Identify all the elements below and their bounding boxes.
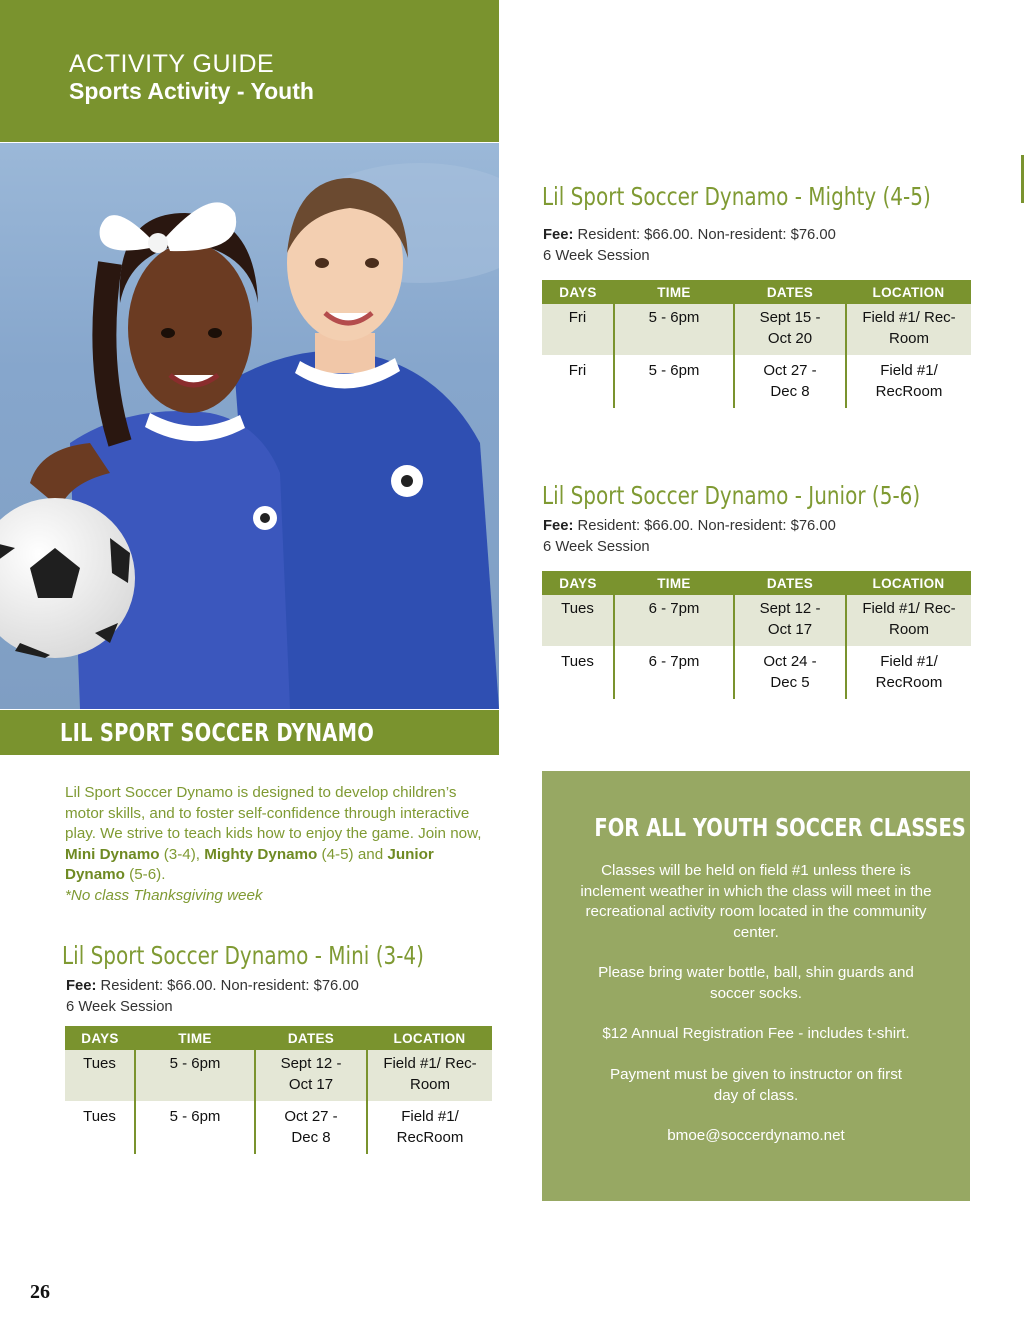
schedule-table-mighty — [542, 280, 971, 408]
session-length: 6 Week Session — [66, 998, 173, 1015]
dates-start: Oct 27 - — [284, 1108, 338, 1125]
table-row — [542, 647, 971, 699]
dates-start: Sept 12 - — [759, 600, 821, 617]
cell-time: 6 - 7pm — [614, 595, 734, 647]
location-line-1: Field #1/ — [880, 362, 938, 379]
dates-start: Oct 24 - — [763, 653, 817, 670]
cell-location — [846, 356, 971, 408]
cell-location — [367, 1102, 492, 1154]
cell-days: Tues — [65, 1050, 135, 1102]
header-days: DAYS — [542, 280, 614, 304]
fee-label: Fee: — [543, 518, 574, 534]
header-kicker: ACTIVITY GUIDE — [69, 50, 275, 78]
dates-end: Dec 8 — [291, 1128, 331, 1146]
cell-location — [367, 1050, 492, 1102]
location-line-1: Field #1/ Rec- — [383, 1055, 477, 1072]
fee-junior — [543, 516, 836, 557]
dates-end: Oct 20 — [767, 329, 813, 347]
header-days: DAYS — [65, 1026, 135, 1050]
session-length: 6 Week Session — [543, 538, 650, 555]
cell-time: 6 - 7pm — [614, 647, 734, 699]
intro-text: Lil Sport Soccer Dynamo is designed to develop children’s motor skills, and to foster self-confidence through interactive play. We strive to teach kids how to enjoy the game. Join now, — [65, 784, 482, 842]
table-header-row — [542, 571, 971, 595]
dates-end: Oct 17 — [767, 620, 813, 638]
info-title-text: FOR ALL YOUTH SOCCER CLASSES — [594, 813, 966, 842]
table-row — [65, 1050, 492, 1102]
page-number: 26 — [30, 1281, 50, 1303]
intro-note: *No class Thanksgiving week — [65, 886, 263, 904]
header-location: LOCATION — [846, 571, 971, 595]
session-length: 6 Week Session — [543, 247, 650, 264]
dates-start: Sept 15 - — [759, 309, 821, 326]
header-title: Sports Activity - Youth — [69, 78, 314, 104]
dates-end: Dec 8 — [770, 382, 810, 400]
cell-days: Fri — [542, 304, 614, 356]
header-dates: DATES — [255, 1026, 367, 1050]
location-line-2: RecRoom — [396, 1128, 464, 1146]
cell-location — [846, 595, 971, 647]
fee-label: Fee: — [543, 227, 574, 243]
header-time: TIME — [135, 1026, 255, 1050]
header-dates: DATES — [734, 571, 846, 595]
cell-dates — [255, 1102, 367, 1154]
cell-time: 5 - 6pm — [614, 356, 734, 408]
table-header-row — [542, 280, 971, 304]
cell-days: Tues — [542, 595, 614, 647]
table-header-row — [65, 1026, 492, 1050]
table-row — [542, 304, 971, 356]
intro-mighty-age: (4-5) and — [317, 845, 388, 863]
fee-text: Resident: $66.00. Non-resident: $76.00 — [573, 518, 836, 534]
class-title-junior: Lil Sport Soccer Dynamo - Junior (5-6) — [542, 481, 921, 510]
cell-time: 5 - 6pm — [614, 304, 734, 356]
schedule-table-junior — [542, 571, 971, 699]
header-time: TIME — [614, 280, 734, 304]
cell-dates — [734, 647, 846, 699]
contact-email-link[interactable]: bmoe@soccerdynamo.net — [667, 1127, 845, 1144]
intro-mini-age: (3-4), — [159, 845, 205, 863]
schedule-table-mini — [65, 1026, 492, 1154]
info-box — [542, 771, 970, 1201]
cell-days: Fri — [542, 356, 614, 408]
cell-dates — [255, 1050, 367, 1102]
header-dates: DATES — [734, 280, 846, 304]
info-paragraph-registration: $12 Annual Registration Fee - includes t-shirt. — [602, 1025, 910, 1042]
kids-soccer-photo — [0, 143, 499, 709]
cell-days: Tues — [542, 647, 614, 699]
location-line-2: RecRoom — [875, 673, 943, 691]
header-location: LOCATION — [367, 1026, 492, 1050]
photo-illustration — [0, 143, 499, 709]
header-days: DAYS — [542, 571, 614, 595]
section-band — [0, 710, 499, 755]
intro-mighty-name: Mighty Dynamo — [204, 845, 318, 863]
info-paragraph-payment: Payment must be given to instructor on first day of class. — [609, 1066, 903, 1104]
dates-start: Oct 27 - — [763, 362, 817, 379]
cell-time: 5 - 6pm — [135, 1102, 255, 1154]
header-time: TIME — [614, 571, 734, 595]
cell-days: Tues — [65, 1102, 135, 1154]
fee-text: Resident: $66.00. Non-resident: $76.00 — [573, 227, 836, 243]
intro-mini-name: Mini Dynamo — [65, 845, 160, 863]
fee-text: Resident: $66.00. Non-resident: $76.00 — [96, 978, 359, 994]
info-paragraph-equipment: Please bring water bottle, ball, shin guards and soccer socks. — [598, 964, 914, 1002]
fee-mini — [66, 976, 359, 1017]
cell-location — [846, 304, 971, 356]
class-title-mini: Lil Sport Soccer Dynamo - Mini (3-4) — [62, 941, 424, 970]
table-row — [542, 595, 971, 647]
location-line-1: Field #1/ Rec- — [862, 309, 956, 326]
table-row — [542, 356, 971, 408]
fee-label: Fee: — [66, 978, 97, 994]
header-band — [0, 0, 499, 142]
dates-start: Sept 12 - — [280, 1055, 342, 1072]
dates-end: Dec 5 — [770, 673, 810, 691]
location-line-2: RecRoom — [875, 382, 943, 400]
location-line-2: Room — [409, 1075, 450, 1093]
intro-paragraph — [65, 783, 485, 906]
section-title: LIL SPORT SOCCER DYNAMO — [60, 718, 375, 747]
location-line-1: Field #1/ Rec- — [862, 600, 956, 617]
cell-time: 5 - 6pm — [135, 1050, 255, 1102]
cell-dates — [734, 304, 846, 356]
location-line-2: Room — [888, 620, 929, 638]
header-location: LOCATION — [846, 280, 971, 304]
dates-end: Oct 17 — [288, 1075, 334, 1093]
cell-dates — [734, 595, 846, 647]
cell-location — [846, 647, 971, 699]
info-title — [542, 813, 970, 842]
cell-dates — [734, 356, 846, 408]
table-row — [65, 1102, 492, 1154]
intro-junior-age: (5-6). — [124, 866, 166, 883]
info-paragraph-location: Classes will be held on field #1 unless there is inclement weather in which the class will meet in the recreational activity room located in the community center. — [580, 862, 932, 941]
intro-junior-name: Junior Dynamo — [65, 845, 434, 883]
location-line-1: Field #1/ — [880, 653, 938, 670]
fee-mighty — [543, 225, 836, 266]
class-title-mighty: Lil Sport Soccer Dynamo - Mighty (4-5) — [542, 182, 931, 211]
location-line-1: Field #1/ — [401, 1108, 459, 1125]
location-line-2: Room — [888, 329, 929, 347]
